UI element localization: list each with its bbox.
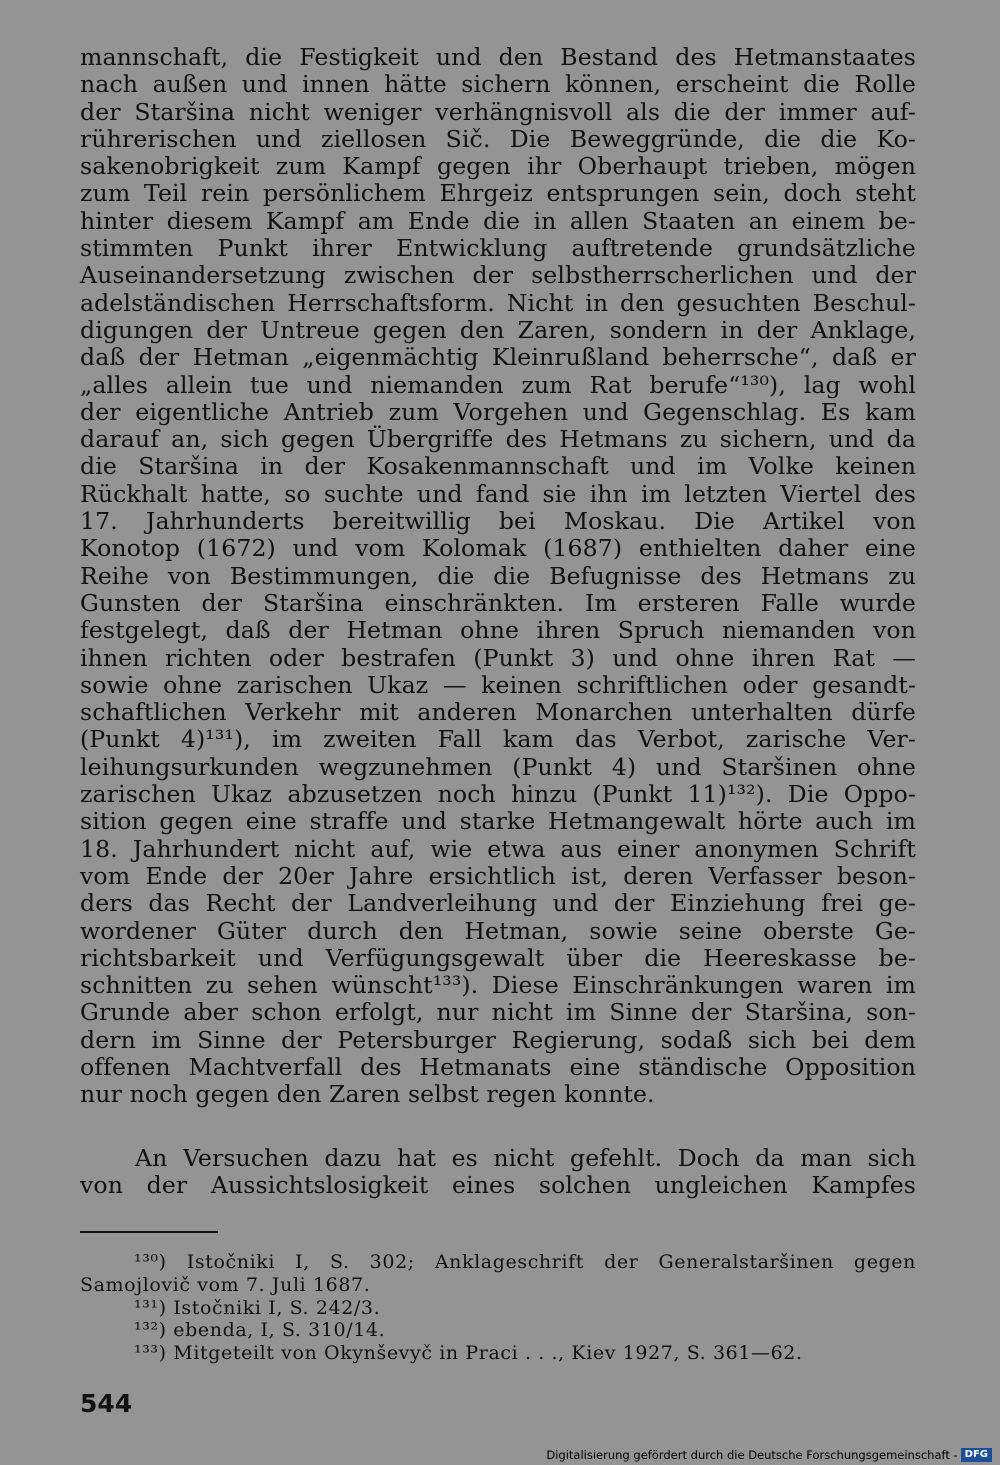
body-paragraph-2 bbox=[80, 1145, 916, 1200]
page-number: 544 bbox=[80, 1389, 133, 1418]
text-line: darauf an, sich gegen Übergriffe des Hetmans zu sichern, und da bbox=[80, 425, 916, 454]
footnote-separator bbox=[80, 1231, 218, 1233]
footnote-130: ¹³⁰) Istočniki I, S. 302; Anklageschrift der Generalstaršinen gegen bbox=[134, 1251, 916, 1273]
text-line: schnitten zu sehen wünscht¹³³). Diese Einschränkungen waren im bbox=[80, 971, 916, 1000]
body-paragraph-1 bbox=[80, 44, 916, 1109]
text-line: daß der Hetman „eigenmächtig Kleinrußland beherrsche“, daß er bbox=[80, 343, 916, 372]
text-line: Konotop (1672) und vom Kolomak (1687) enthielten daher eine bbox=[80, 534, 916, 563]
text-line: Reihe von Bestimmungen, die die Befugnisse des Hetmans zu bbox=[80, 561, 916, 590]
footnote-131: ¹³¹) Istočniki I, S. 242/3. bbox=[134, 1296, 381, 1319]
text-line: die Staršina in der Kosakenmannschaft und im Volke keinen bbox=[80, 452, 916, 481]
text-line: von der Aussichtslosigkeit eines solchen ungleichen Kampfes bbox=[80, 1171, 916, 1200]
text-line: nur noch gegen den Zaren selbst regen konnte. bbox=[80, 1080, 655, 1109]
text-line: sakenobrigkeit zum Kampf gegen ihr Oberhaupt trieben, mögen bbox=[80, 152, 916, 181]
text-line: zum Teil rein persönlichem Ehrgeiz entsprungen sein, doch steht bbox=[80, 179, 916, 208]
text-line: 17. Jahrhunderts bereitwillig bei Moskau. Die Artikel von bbox=[80, 507, 916, 536]
dfg-logo: DFG bbox=[961, 1448, 992, 1462]
text-line: adelständischen Herrschaftsform. Nicht in den gesuchten Beschul- bbox=[80, 288, 916, 317]
text-line: „alles allein tue und niemanden zum Rat berufe“¹³⁰), lag wohl bbox=[80, 370, 916, 399]
text-line: dern im Sinne der Petersburger Regierung, sodaß sich bei dem bbox=[80, 1025, 916, 1054]
text-line: der Staršina nicht weniger verhängnisvoll als die der immer auf- bbox=[80, 97, 916, 126]
text-line: Auseinandersetzung zwischen der selbstherrscherlichen und der bbox=[80, 261, 916, 290]
digitization-footer bbox=[546, 1448, 992, 1462]
text-line: zarischen Ukaz abzusetzen noch hinzu (Punkt 11)¹³²). Die Oppo- bbox=[80, 780, 916, 809]
footnote-130-continued: Samojlovič vom 7. Juli 1687. bbox=[80, 1273, 371, 1296]
text-line: An Versuchen dazu hat es nicht gefehlt. Doch da man sich bbox=[135, 1144, 916, 1172]
text-line: (Punkt 4)¹³¹), im zweiten Fall kam das Verbot, zarische Ver- bbox=[80, 725, 916, 754]
text-line: ders das Recht der Landverleihung und der Einziehung frei ge- bbox=[80, 889, 916, 918]
text-line: festgelegt, daß der Hetman ohne ihren Spruch niemanden von bbox=[80, 616, 916, 645]
footnotes bbox=[80, 1251, 916, 1365]
text-line: stimmten Punkt ihrer Entwicklung auftretende grundsätzliche bbox=[80, 234, 916, 263]
footer-text: Digitalisierung gefördert durch die Deutsche Forschungsgemeinschaft - bbox=[546, 1448, 958, 1462]
text-line: der eigentliche Antrieb zum Vorgehen und Gegenschlag. Es kam bbox=[80, 397, 916, 426]
text-line: hinter diesem Kampf am Ende die in allen Staaten an einem be- bbox=[80, 206, 916, 235]
footnote-133: ¹³³) Mitgeteilt von Okynševyč in Praci . . ., Kiev 1927, S. 361—62. bbox=[134, 1342, 803, 1365]
text-line: ihnen richten oder bestrafen (Punkt 3) und ohne ihren Rat — bbox=[80, 643, 916, 672]
text-line: Gunsten der Staršina einschränkten. Im ersteren Falle wurde bbox=[80, 588, 916, 617]
text-line: digungen der Untreue gegen den Zaren, sondern in der Anklage, bbox=[80, 315, 916, 344]
text-line: sition gegen eine straffe und starke Hetmangewalt hörte auch im bbox=[80, 807, 916, 836]
text-line: Grunde aber schon erfolgt, nur nicht im Sinne der Staršina, son- bbox=[80, 998, 916, 1027]
text-line: sowie ohne zarischen Ukaz — keinen schriftlichen oder gesandt- bbox=[80, 670, 916, 699]
text-line: vom Ende der 20er Jahre ersichtlich ist, deren Verfasser beson- bbox=[80, 861, 916, 890]
text-line: wordener Güter durch den Hetman, sowie seine oberste Ge- bbox=[80, 916, 916, 945]
text-line: schaftlichen Verkehr mit anderen Monarchen unterhalten dürfe bbox=[80, 698, 916, 727]
text-line: richtsbarkeit und Verfügungsgewalt über die Heereskasse be- bbox=[80, 943, 916, 972]
text-line: Rückhalt hatte, so suchte und fand sie ihn im letzten Viertel des bbox=[80, 479, 916, 508]
text-line: offenen Machtverfall des Hetmanats eine ständische Opposition bbox=[80, 1052, 916, 1081]
footnote-132: ¹³²) ebenda, I, S. 310/14. bbox=[134, 1319, 386, 1342]
text-line: mannschaft, die Festigkeit und den Bestand des Hetmanstaates bbox=[80, 43, 916, 71]
text-line: nach außen und innen hätte sichern können, erscheint die Rolle bbox=[80, 70, 916, 99]
text-line: 18. Jahrhundert nicht auf, wie etwa aus einer anonymen Schrift bbox=[80, 834, 916, 863]
text-line: leihungsurkunden wegzunehmen (Punkt 4) und Staršinen ohne bbox=[80, 752, 916, 781]
text-line: rührerischen und ziellosen Sič. Die Beweggründe, die die Ko- bbox=[80, 124, 916, 153]
